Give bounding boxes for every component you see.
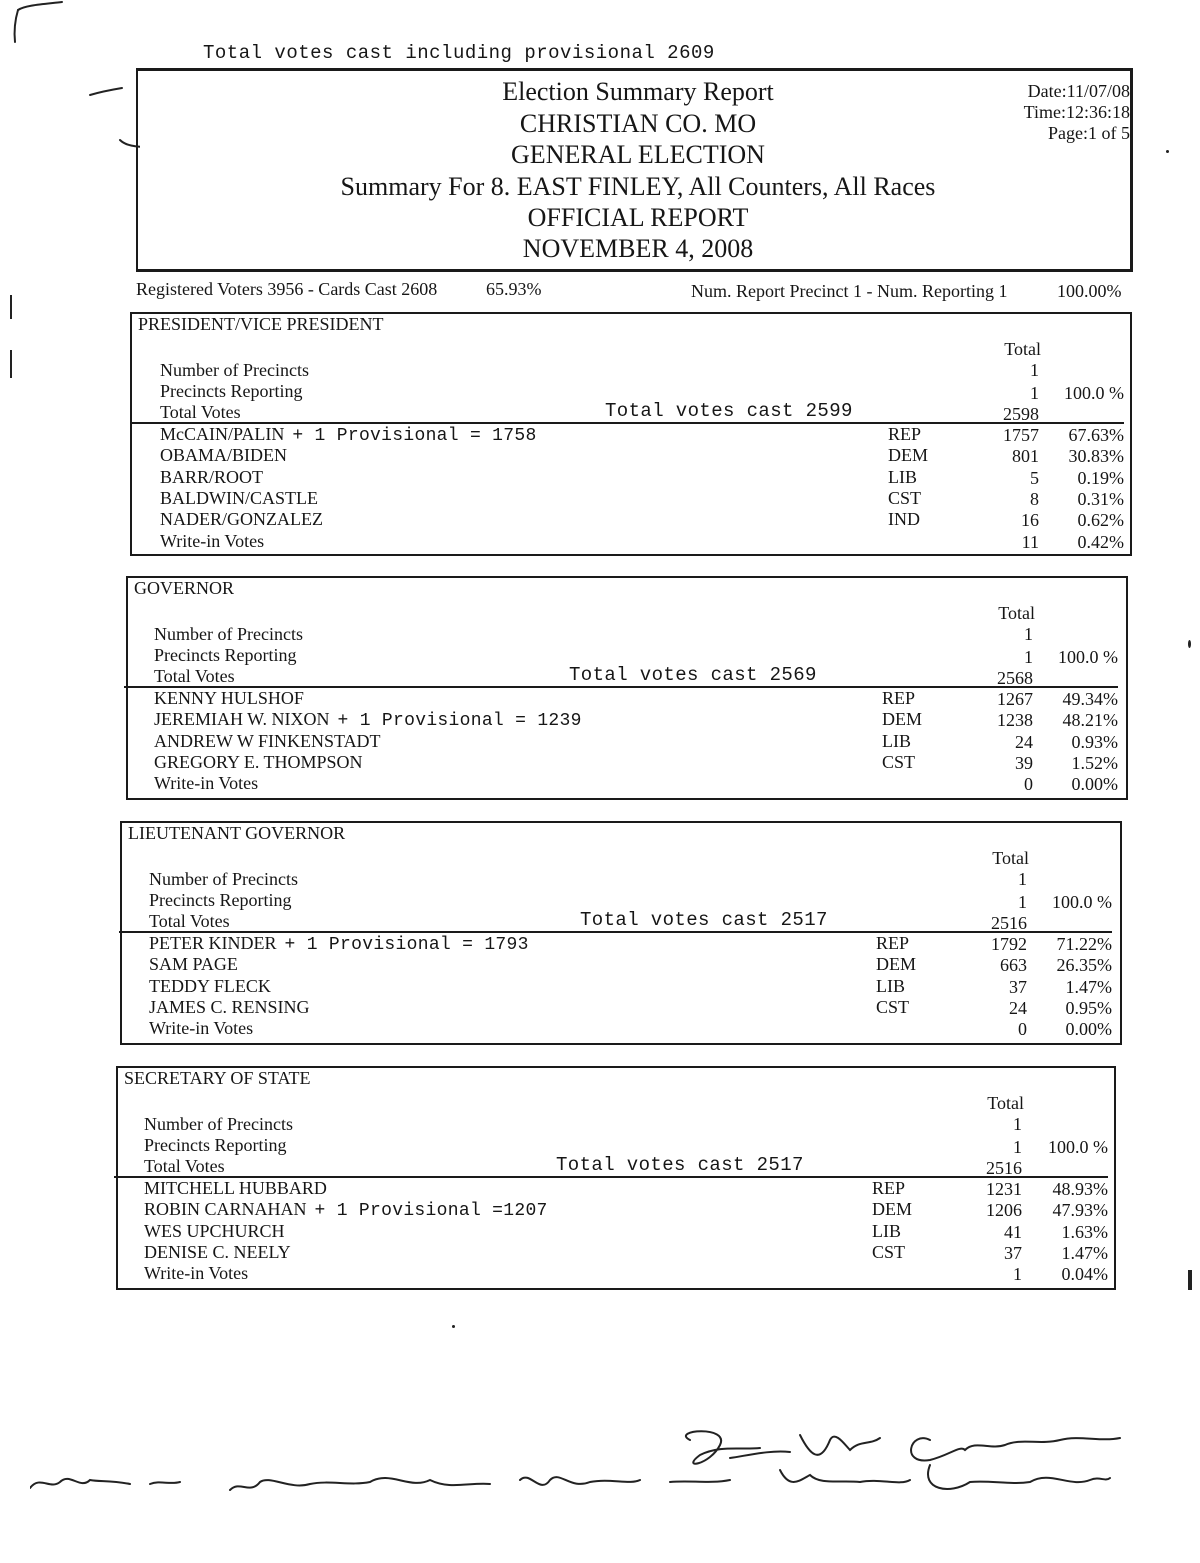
candidate-party: CST [882,751,916,772]
votes-cast-note: Total votes cast 2517 [580,909,828,931]
provisional-note: + 1 Provisional = 1758 [292,426,537,446]
precincts-reporting-percent: 100.0 % [1048,1137,1108,1157]
candidate-party: LIB [876,975,905,996]
candidate-name: WES UPCHURCH [144,1220,285,1241]
votes-cast-note: Total votes cast 2569 [569,664,817,686]
race-title: LIEUTENANT GOVERNOR [128,823,346,843]
candidate-votes: 11 [1021,531,1039,552]
county-name: CHRISTIAN CO. MO [519,109,757,138]
precincts-reporting-percent: 100.0 % [1058,647,1118,667]
candidate-party: LIB [882,730,911,751]
candidate-votes: 663 [1000,955,1027,976]
report-header [136,68,1133,272]
candidate-name: Write-in Votes [154,773,259,794]
candidate-party: IND [888,509,920,530]
summary-scope: Summary For 8. EAST FINLEY, All Counters, All Races [340,172,936,201]
candidate-name: TEDDY FLECK [149,975,271,996]
candidate-percent: 1.47% [1065,976,1112,997]
candidate-name: Write-in Votes [144,1263,249,1284]
candidate-percent: 30.83% [1068,446,1124,467]
candidate-votes: 1 [1013,1264,1022,1285]
candidate-percent: 0.42% [1077,531,1124,552]
candidate-party: REP [876,933,910,953]
precincts-reporting-value: 1 [1018,892,1027,912]
candidate-votes: 16 [1021,510,1039,531]
precincts-reporting-label: Precincts Reporting [144,1135,287,1155]
registered-voters: Registered Voters 3956 - Cards Cast 2608 [136,279,438,299]
number-of-precincts-label: Number of Precincts [149,869,298,889]
precincts-reporting-value: 1 [1030,383,1039,403]
report-title: Election Summary Report [502,77,774,106]
total-votes-value: 2598 [1003,404,1039,424]
turnout-percent: 65.93% [486,279,542,299]
precincts-reporting-percent: 100.00% [1057,281,1122,301]
total-votes-value: 2516 [986,1158,1022,1178]
candidate-party: REP [882,688,916,708]
candidate-votes: 37 [1009,976,1027,997]
race-section [130,312,1132,556]
total-votes-value: 2568 [997,668,1033,688]
candidate-name-text: JEREMIAH W. NIXON [154,709,330,730]
candidate-votes: 24 [1015,731,1033,752]
total-column-header: Total [998,603,1035,623]
candidate-percent: 67.63% [1068,425,1124,445]
candidate-votes: 0 [1018,1019,1027,1040]
candidate-name [144,1199,548,1222]
candidate-party: DEM [876,954,916,975]
candidate-percent: 1.63% [1061,1221,1108,1242]
candidate-name: BARR/ROOT [160,466,264,487]
candidate-name-text: ROBIN CARNAHAN [144,1199,307,1220]
candidate-name: KENNY HULSHOF [154,688,304,708]
candidate-percent: 47.93% [1052,1200,1108,1221]
number-of-precincts-label: Number of Precincts [144,1114,293,1134]
precincts-reporting-label: Precincts Reporting [154,645,297,665]
precincts-reporting-label: Precincts Reporting [160,381,303,401]
candidate-votes: 1792 [991,934,1027,954]
candidate-name: NADER/GONZALEZ [160,509,323,530]
candidate-percent: 26.35% [1056,955,1112,976]
candidate-percent: 0.93% [1071,731,1118,752]
candidate-party: LIB [872,1220,901,1241]
candidate-name [149,933,529,956]
number-of-precincts-label: Number of Precincts [160,360,309,380]
candidate-votes: 24 [1009,997,1027,1018]
provisional-total-note: Total votes cast including provisional 2609 [203,42,715,64]
candidate-party: DEM [888,445,928,466]
candidate-percent: 48.93% [1052,1179,1108,1199]
candidate-percent: 0.00% [1065,1019,1112,1040]
candidate-party: CST [888,487,922,508]
candidate-percent: 0.00% [1071,774,1118,795]
candidate-name: MITCHELL HUBBARD [144,1178,327,1198]
candidate-party: REP [888,424,922,444]
candidate-name: GREGORY E. THOMPSON [154,751,363,772]
report-time: Time:12:36:18 [1023,102,1130,122]
precincts-reporting-label: Precincts Reporting [149,890,292,910]
candidate-name: Write-in Votes [149,1018,254,1039]
total-column-header: Total [1004,339,1041,359]
candidate-name: JAMES C. RENSING [149,996,310,1017]
corner-marks [0,0,140,170]
candidate-percent: 0.62% [1077,510,1124,531]
total-votes-label: Total Votes [144,1156,225,1176]
election-name: GENERAL ELECTION [511,140,765,169]
race-title: PRESIDENT/VICE PRESIDENT [138,314,384,334]
candidate-percent: 1.47% [1061,1242,1108,1263]
total-votes-label: Total Votes [160,402,241,422]
total-column-header: Total [987,1093,1024,1113]
candidate-name: BALDWIN/CASTLE [160,487,318,508]
candidate-party: CST [872,1241,906,1262]
total-votes-label: Total Votes [149,911,230,931]
page-number: Page:1 of 5 [1048,123,1130,143]
candidate-percent: 0.04% [1061,1264,1108,1285]
candidate-name: Write-in Votes [160,530,265,551]
candidate-name: SAM PAGE [149,954,238,975]
candidate-party: LIB [888,466,917,487]
candidate-party: DEM [882,709,922,730]
candidate-percent: 48.21% [1062,710,1118,731]
precincts-reporting-value: 1 [1024,647,1033,667]
report-type: OFFICIAL REPORT [527,203,749,232]
candidate-name [160,424,537,447]
candidate-percent: 0.31% [1077,488,1124,509]
candidate-name-text: PETER KINDER [149,933,277,953]
candidate-votes: 5 [1030,467,1039,488]
provisional-note: + 1 Provisional =1207 [314,1201,548,1222]
candidate-percent: 1.52% [1071,752,1118,773]
candidate-party: CST [876,996,910,1017]
race-section [126,576,1128,800]
candidate-name-text: McCAIN/PALIN [160,424,285,444]
number-of-precincts-value: 1 [1030,360,1039,380]
candidate-name [154,709,582,732]
number-of-precincts-value: 1 [1024,624,1033,644]
candidate-votes: 41 [1004,1221,1022,1242]
provisional-note: + 1 Provisional = 1793 [284,935,529,955]
total-votes-value: 2516 [991,913,1027,933]
candidate-votes: 1231 [986,1179,1022,1199]
candidate-votes: 1757 [1003,425,1039,445]
number-of-precincts-value: 1 [1018,869,1027,889]
precincts-reporting-percent: 100.0 % [1052,892,1112,912]
candidate-percent: 0.95% [1065,997,1112,1018]
candidate-name: OBAMA/BIDEN [160,445,288,466]
candidate-percent: 49.34% [1062,689,1118,709]
candidate-party: REP [872,1178,906,1198]
provisional-note: + 1 Provisional = 1239 [337,711,582,732]
race-title: SECRETARY OF STATE [124,1068,311,1088]
candidate-votes: 1206 [986,1200,1022,1221]
candidate-votes: 8 [1030,488,1039,509]
report-date: Date:11/07/08 [1027,81,1130,101]
candidate-name: ANDREW W FINKENSTADT [154,730,381,751]
candidate-percent: 0.19% [1077,467,1124,488]
candidate-votes: 39 [1015,752,1033,773]
total-column-header: Total [992,848,1029,868]
official-signatures [30,1410,1160,1540]
candidate-votes: 0 [1024,774,1033,795]
number-of-precincts-label: Number of Precincts [154,624,303,644]
candidate-party: DEM [872,1199,912,1220]
precincts-reporting-value: 1 [1013,1137,1022,1157]
race-section [116,1066,1116,1290]
candidate-votes: 37 [1004,1242,1022,1263]
precincts-reporting-percent: 100.0 % [1064,383,1124,403]
candidate-name: DENISE C. NEELY [144,1241,291,1262]
total-votes-label: Total Votes [154,666,235,686]
votes-cast-note: Total votes cast 2599 [605,400,853,422]
candidate-votes: 1238 [997,710,1033,731]
election-date: NOVEMBER 4, 2008 [522,234,754,263]
candidate-votes: 801 [1012,446,1039,467]
votes-cast-note: Total votes cast 2517 [556,1154,804,1176]
race-title: GOVERNOR [134,578,235,598]
precincts-reporting-summary: Num. Report Precinct 1 - Num. Reporting 1 [691,281,1008,301]
number-of-precincts-value: 1 [1013,1114,1022,1134]
candidate-percent: 71.22% [1056,934,1112,954]
candidate-votes: 1267 [997,689,1033,709]
race-section [120,821,1122,1045]
